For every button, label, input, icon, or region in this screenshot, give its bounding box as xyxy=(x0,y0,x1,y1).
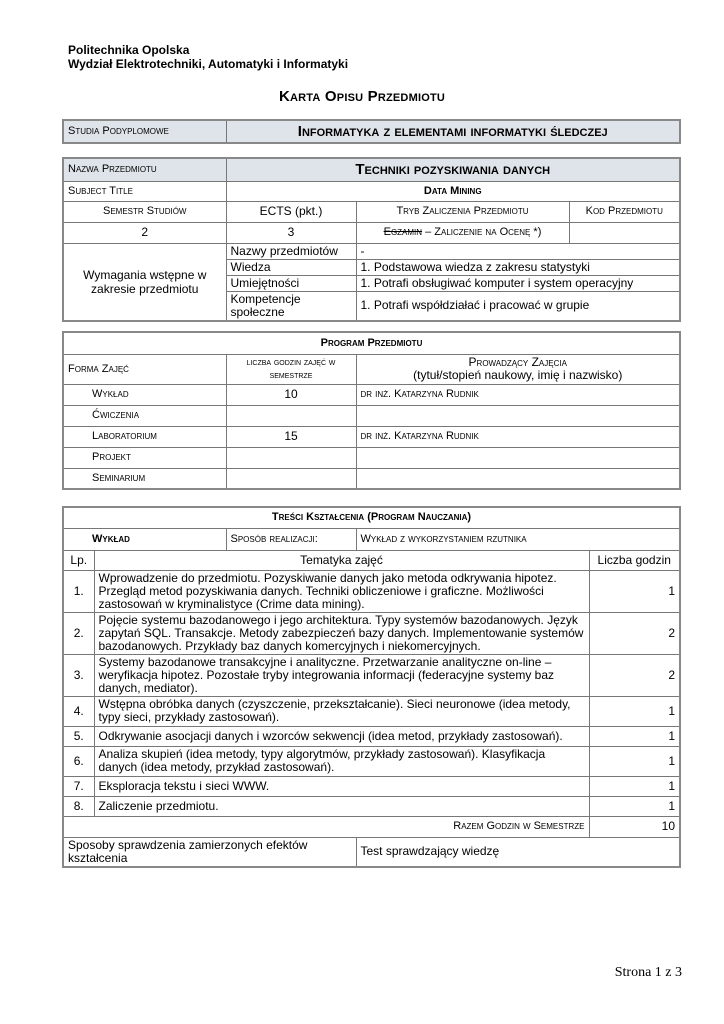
topic-text: Analiza skupień (idea metody, typy algorytmów, przykłady zastosowań). Klasyfikacja danych (idea metody, przykład zastosowań). xyxy=(94,746,589,776)
university-name: Politechnika Opolska xyxy=(68,43,190,57)
ects-value: 3 xyxy=(226,222,356,243)
semester-label: Semestr Studiów xyxy=(63,201,226,222)
code-label: Kod Przedmiotu xyxy=(569,201,680,222)
plan-hours xyxy=(226,447,356,468)
plan-hours xyxy=(226,405,356,426)
program-name: Informatyka z elementami informatyki śledczej xyxy=(226,120,680,143)
content-title: Treści Kształcenia (Program Nauczania) xyxy=(63,507,680,528)
subject-title-label: Subject Title xyxy=(63,181,226,201)
program-label: Studia Podyplomowe xyxy=(63,120,226,143)
topic-text: Zaliczenie przedmiotu. xyxy=(94,796,589,816)
topic-hours: 1 xyxy=(589,776,680,796)
req-value: - xyxy=(356,243,680,259)
topic-lp: 8. xyxy=(63,796,94,816)
req-key: Umiejętności xyxy=(226,275,356,291)
topic-hours: 1 xyxy=(589,726,680,746)
mode-struck: Egzamin xyxy=(383,226,423,238)
req-key: Kompetencje społeczne xyxy=(226,291,356,321)
course-table xyxy=(62,157,681,322)
plan-teacher: dr inż. Katarzyna Rudnik xyxy=(356,426,680,447)
topic-lp: 4. xyxy=(63,696,94,726)
plan-title: Program Przedmiotu xyxy=(63,332,680,354)
req-value: 1. Podstawowa wiedza z zakresu statystyki xyxy=(356,259,680,275)
req-key: Wiedza xyxy=(226,259,356,275)
mode-value xyxy=(356,222,569,243)
topic-lp: 1. xyxy=(63,570,94,612)
ects-label: ECTS (pkt.) xyxy=(226,201,356,222)
plan-teacher xyxy=(356,447,680,468)
plan-teacher: dr inż. Katarzyna Rudnik xyxy=(356,384,680,405)
content-kind: Wykład xyxy=(63,528,226,550)
topic-text: Wstępna obróbka danych (czyszczenie, przekształcanie). Sieci neuronowe (idea metody, typy sieci, przykłady zastosowań). xyxy=(94,696,589,726)
topic-lp: 5. xyxy=(63,726,94,746)
topic-lp: 6. xyxy=(63,746,94,776)
course-name-label: Nazwa Przedmiotu xyxy=(63,158,226,181)
col-topic: Tematyka zajęć xyxy=(94,550,589,570)
plan-col-teacher xyxy=(356,354,680,384)
method-value: Wykład z wykorzystaniem rzutnika xyxy=(356,528,680,550)
topic-hours: 1 xyxy=(589,696,680,726)
topic-text: Eksploracja tekstu i sieci WWW. xyxy=(94,776,589,796)
total-label: Razem Godzin w Semestrze xyxy=(63,816,589,837)
topic-text: Pojęcie systemu bazodanowego i jego architektura. Typy systemów bazodanowych. Język zapytań SQL. Transakcje. Metody zabezpieczeń bazy danych. Implementowanie systemów bazodanowych. Przykłady baz danych komercyjnych i niekomercyjnych. xyxy=(94,612,589,654)
col-hours: Liczba godzin xyxy=(589,550,680,570)
document-header xyxy=(68,43,348,71)
code-value xyxy=(569,222,680,243)
topic-text: Wprowadzenie do przedmiotu. Pozyskiwanie danych jako metoda odkrywania hipotez. Przegląd metod pozyskiwania danych. Techniki obliczeniowe i graficzne. Możliwości zastosowań w kryminalistyce (Crime data mining). xyxy=(94,570,589,612)
topic-text: Systemy bazodanowe transakcyjne i analityczne. Przetwarzanie analityczne on-line – weryfikacja hipotez. Pozostałe tryby integrowania informacji (federacyjne systemy baz danych, mediator). xyxy=(94,654,589,696)
plan-teacher xyxy=(356,405,680,426)
subject-title: Data Mining xyxy=(226,181,680,201)
course-name: Techniki pozyskiwania danych xyxy=(226,158,680,181)
mode-label: Tryb Zaliczenia Przedmiotu xyxy=(356,201,569,222)
plan-teacher xyxy=(356,468,680,489)
plan-table xyxy=(62,331,681,490)
verify-label: Sposoby sprawdzenia zamierzonych efektów kształcenia xyxy=(63,837,356,867)
plan-form: Projekt xyxy=(63,447,226,468)
plan-form: Ćwiczenia xyxy=(63,405,226,426)
page-title: Karta Opisu Przedmiotu xyxy=(278,88,446,105)
plan-form: Wykład xyxy=(63,384,226,405)
mode-rest: – Zaliczenie na Ocenę *) xyxy=(422,226,542,238)
req-value: 1. Potrafi współdziałać i pracować w grupie xyxy=(356,291,680,321)
topic-hours: 1 xyxy=(589,570,680,612)
plan-col-teacher-sub: (tytuł/stopień naukowy, imię i nazwisko) xyxy=(413,368,623,382)
topic-text: Odkrywanie asocjacji danych i wzorców sekwencji (idea metod, przykłady zastosowań). xyxy=(94,726,589,746)
total-value: 10 xyxy=(589,816,680,837)
plan-hours: 10 xyxy=(226,384,356,405)
content-table xyxy=(62,506,681,868)
topic-hours: 2 xyxy=(589,654,680,696)
req-key: Nazwy przedmiotów xyxy=(226,243,356,259)
plan-form: Laboratorium xyxy=(63,426,226,447)
plan-hours xyxy=(226,468,356,489)
plan-col-teacher-title: Prowadzący Zajęcia xyxy=(468,355,567,369)
req-value: 1. Potrafi obsługiwać komputer i system operacyjny xyxy=(356,275,680,291)
program-table xyxy=(62,119,681,144)
method-label: Sposób realizacji: xyxy=(226,528,356,550)
col-lp: Lp. xyxy=(63,550,94,570)
semester-value: 2 xyxy=(63,222,226,243)
verify-value: Test sprawdzający wiedzę xyxy=(356,837,680,867)
plan-col-hours: liczba godzin zajęć w semestrze xyxy=(226,354,356,384)
topic-lp: 7. xyxy=(63,776,94,796)
topic-hours: 1 xyxy=(589,746,680,776)
topic-lp: 3. xyxy=(63,654,94,696)
plan-hours: 15 xyxy=(226,426,356,447)
topic-hours: 1 xyxy=(589,796,680,816)
topic-lp: 2. xyxy=(63,612,94,654)
page-number: Strona 1 z 3 xyxy=(614,965,682,980)
topic-hours: 2 xyxy=(589,612,680,654)
plan-col-form: Forma Zajęć xyxy=(63,354,226,384)
faculty-name: Wydział Elektrotechniki, Automatyki i Informatyki xyxy=(68,57,349,71)
requirements-label: Wymagania wstępne w zakresie przedmiotu xyxy=(63,243,226,321)
plan-form: Seminarium xyxy=(63,468,226,489)
